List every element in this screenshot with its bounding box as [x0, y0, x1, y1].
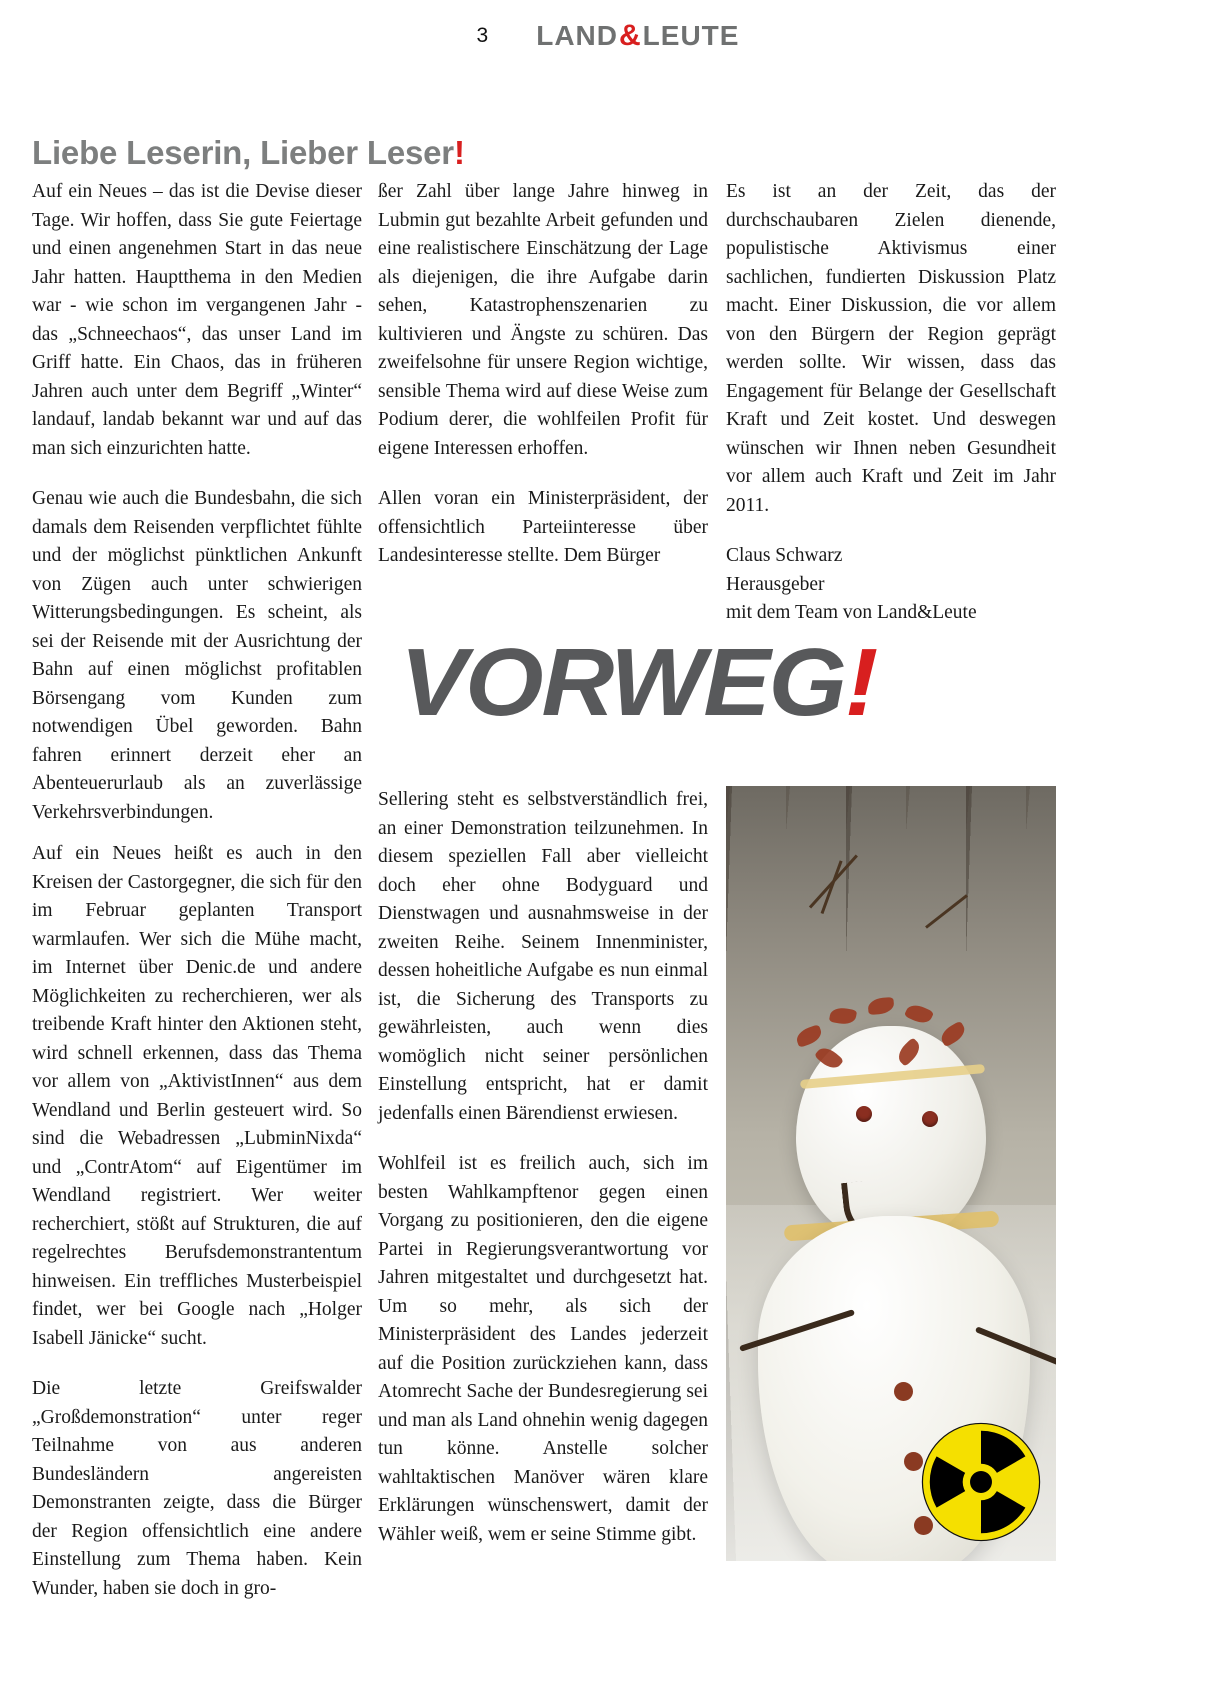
snowman-eye	[922, 1111, 938, 1127]
page-title-exclamation: !	[453, 134, 465, 172]
article-column-2-lower	[378, 786, 708, 1571]
paragraph: Die letzte Greifswalder „Großdemonstration“ unter reger Teilnahme von aus anderen Bundesländern angereisten Demonstranten zeigte, dass die Bürger der Region offensichtlich eine andere Einstellung zum Thema haben. Kein Wunder, haben sie doch in gro-	[32, 1378, 362, 1599]
article-column-1-lower	[32, 840, 362, 1625]
paragraph: Auf ein Neues heißt es auch in den Kreisen der Castorgegner, die sich für den im Februar geplanten Transport warmlaufen. Wer sich die Mühe macht, im Internet über Denic.de und andere Möglichkeiten zu recherchieren, wer als treibende Kraft hinter den Aktionen steht, wird schnell erkennen, dass das Thema vor allem von „AktivistInnen“ aus dem Wendland und Berlin gesteuert wird. So sind die Webadressen „LubminNixda“ und „ContrAtom“ auf Eigentümer im Wendland registriert. Wer weiter recherchiert, stößt auf Strukturen, die auf regelrechtes Berufsdemonstrantentum hinweisen. Ein treffliches Musterbeispiel findet, wer bei Google nach „Holger Isabell Jänicke“ sucht.	[32, 843, 362, 1349]
article-photo	[726, 786, 1056, 1561]
leaf-icon	[904, 1001, 934, 1026]
page-title-text: Liebe Leserin, Lieber Leser	[32, 134, 454, 172]
leaf-icon	[894, 1037, 924, 1067]
paragraph: Genau wie auch die Bundesbahn, die sich damals dem Reisenden verpflichtet fühlte und der möglichst pünktlichen Ankunft von Zügen auch unter schwierigen Witterungsbedingungen. Es scheint, als sei der Reisende mit der Ausrichtung der Bahn auf einen möglichst profitablen Börsengang vom Kunden zum notwendigen Übel geworden. Bahn fahren erinnert derzeit eher an Abenteuerurlaub als an zuverlässige Verkehrsverbindungen.	[32, 488, 362, 823]
article-column-2	[378, 178, 708, 593]
paragraph: Auf ein Neues – das ist die Devise dieser Tage. Wir hoffen, dass Sie gute Feiertage und einen angenehmen Start in das neue Jahr hatten. Hauptthema in den Medien war - wie schon im vergangenen Jahr - das „Schneechaos“, das unser Land im Griff hatte. Ein Chaos, das in früheren Jahren auch unter dem Begriff „Winter“ landauf, landab bekannt war und auf das man sich einzurichten hatte.	[32, 181, 362, 459]
page-number: 3	[476, 24, 489, 47]
leaf-icon	[794, 1024, 824, 1048]
page-title	[32, 134, 465, 172]
signature-name: Claus Schwarz	[726, 545, 843, 566]
leaf-icon	[867, 997, 894, 1015]
signature-role: Herausgeber	[726, 573, 825, 595]
paragraph: Es ist an der Zeit, das der durchschaubaren Zielen dienende, populistische Aktivismus einer sachlichen, fundierten Diskussion Platz macht. Einer Diskussion, die vor allem von den Bürgern der Region geprägt werden sollte. Wir wissen, dass das Engagement für Belange der Gesellschaft Kraft und Zeit kostet. Und deswegen wünschen wir Ihnen neben Gesundheit vor allem auch Kraft und Zeit im Jahr 2011.	[726, 181, 1056, 516]
logo-leute-text: LEUTE	[642, 20, 740, 51]
vorweg-text: VORWEG	[400, 629, 845, 736]
editor-signature	[726, 542, 1056, 628]
paragraph: Wohlfeil ist es freilich auch, sich im besten Wahlkampftenor gegen einen Vorgang zu positionieren, den die eigene Partei in Regierungsverantwortung vor Jahren mitgestaltet und durchgesetzt hat. Um so mehr, als sich der Ministerpräsident des Landes jederzeit auf die Position zurückziehen kann, dass Atomrecht Sache der Bundesregierung sei und man als Land ohnehin wenig dagegen tun könne. Anstelle solcher wahltaktischen Manöver wären klare Erklärungen wünschenswert, damit der Wähler weiß, wem er seine Stimme gibt.	[378, 1153, 708, 1545]
signature-team: mit dem Team von Land&Leute	[726, 602, 977, 623]
snowman-eye	[856, 1106, 872, 1122]
article-column-3	[726, 178, 1056, 628]
snowman-button	[894, 1382, 913, 1401]
logo-ampersand: &	[619, 19, 642, 52]
logo-land-text: LAND	[536, 20, 618, 51]
publication-logo	[536, 19, 739, 53]
leaf-icon	[938, 1021, 969, 1048]
masthead	[0, 14, 1216, 58]
leaf-icon	[814, 1044, 844, 1073]
paragraph: Sellering steht es selbstverständlich frei, an einer Demonstration teilzunehmen. In diesem speziellen Fall aber vielleicht doch eher ohne Bodyguard und Dienstwagen und ausnahmsweise in der zweiten Reihe. Seinem Innenminister, dessen hoheitliche Aufgabe es nun einmal ist, die Sicherung des Transports zu gewährleisten, auch wenn dies womöglich nicht seiner persönlichen Einstellung entspricht, hat er damit jedenfalls einen Bärendienst erwiesen.	[378, 789, 708, 1124]
radioactive-icon	[920, 1421, 1042, 1543]
leaf-icon	[829, 1006, 857, 1026]
section-logo-vorweg	[400, 629, 1093, 736]
article-column-1	[32, 178, 362, 849]
vorweg-exclamation: !	[844, 629, 877, 736]
paragraph: Allen voran ein Ministerpräsident, der offensichtlich Parteiinteresse über Landesinteresse stellte. Dem Bürger	[378, 488, 708, 566]
paragraph: ßer Zahl über lange Jahre hinweg in Lubmin gut bezahlte Arbeit gefunden und eine realistischere Einschätzung der Lage als diejenigen, die ihre Aufgabe darin sehen, Katastrophenszenarien zu kultivieren und Ängste zu schüren. Das zweifelsohne für unsere Region wichtige, sensible Thema wird auf diese Weise zum Podium derer, die wohlfeilen Profit für eigene Interessen erhoffen.	[378, 181, 708, 459]
